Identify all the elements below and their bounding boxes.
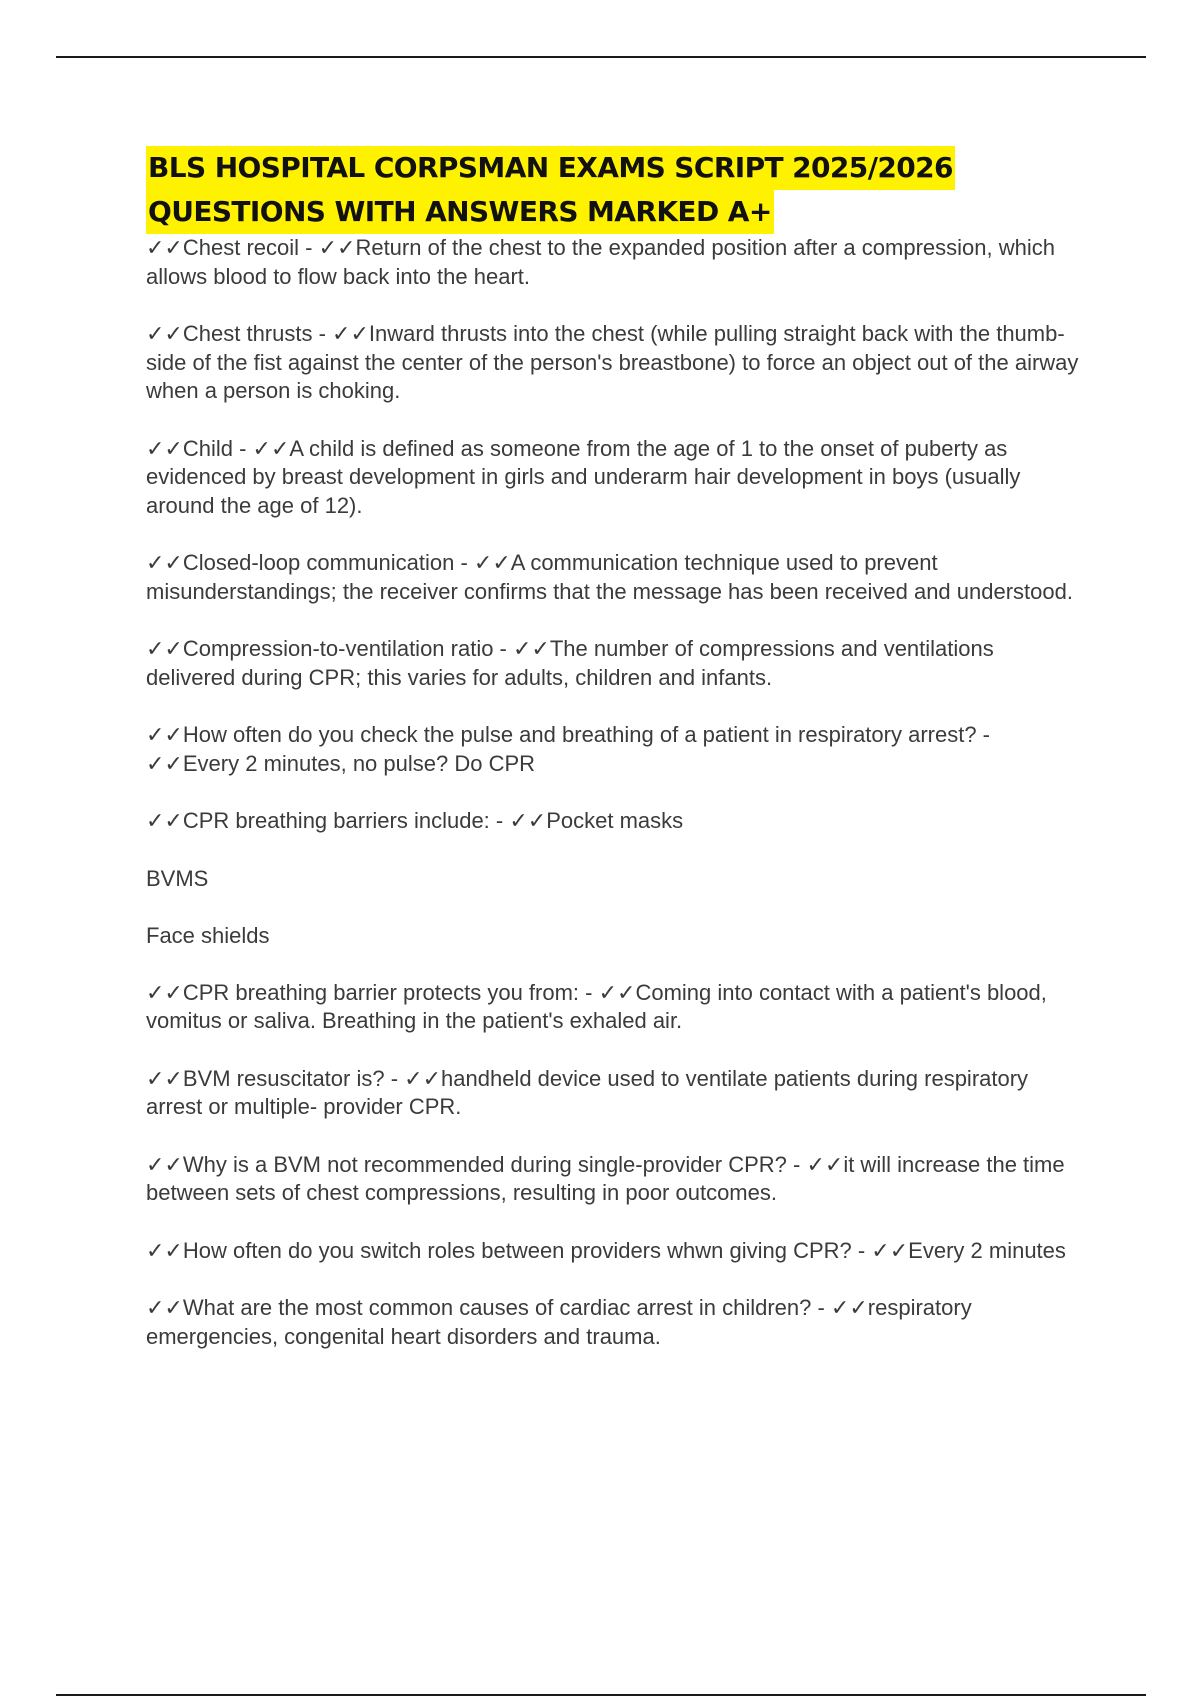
qa-entry-breathing-barriers: ✓✓CPR breathing barriers include: - ✓✓Pocket masks bbox=[146, 808, 684, 833]
title-line-2: QUESTIONS WITH ANSWERS MARKED A+ bbox=[146, 190, 774, 234]
qa-entry-cardiac-arrest-children: ✓✓What are the most common causes of cardiac arrest in children? - ✓✓respiratory emergencies, congenital heart disorders and trauma. bbox=[146, 1295, 972, 1349]
qa-entry-bvm-single-provider: ✓✓Why is a BVM not recommended during single-provider CPR? - ✓✓it will increase the time between sets of chest compressions, resulting in poor outcomes. bbox=[146, 1151, 1065, 1205]
qa-list bbox=[146, 234, 1086, 1351]
bottom-rule bbox=[56, 1694, 1146, 1696]
qa-entry-child: ✓✓Child - ✓✓A child is defined as someone from the age of 1 to the onset of puberty as evidenced by breast development in girls and underarm hair development in boys (usually around the age of 12). bbox=[146, 435, 1021, 518]
title-line-1: BLS HOSPITAL CORPSMAN EXAMS SCRIPT 2025/2026 bbox=[146, 146, 955, 190]
document-title bbox=[146, 146, 1086, 234]
qa-entry-bvm-resuscitator: ✓✓BVM resuscitator is? - ✓✓handheld device used to ventilate patients during respiratory arrest or multiple- provider CPR. bbox=[146, 1065, 1029, 1119]
qa-entry-barrier-protection: ✓✓CPR breathing barrier protects you from: - ✓✓Coming into contact with a patient's blood, vomitus or saliva. Breathing in the patient's exhaled air. bbox=[146, 979, 1047, 1033]
qa-entry-chest-thrusts: ✓✓Chest thrusts - ✓✓Inward thrusts into the chest (while pulling straight back with the thumb-side of the fist against the center of the person's breastbone) to force an object out of the airway when a person is choking. bbox=[146, 321, 1079, 403]
list-item-bvms: BVMS bbox=[146, 865, 209, 891]
qa-entry-pulse-check: ✓✓How often do you check the pulse and breathing of a patient in respiratory arrest? - ✓✓Every 2 minutes, no pulse? Do CPR bbox=[146, 722, 991, 776]
document-body bbox=[146, 146, 1086, 1380]
qa-entry-chest-recoil: ✓✓Chest recoil - ✓✓Return of the chest to the expanded position after a compression, which allows blood to flow back into the heart. bbox=[146, 235, 1055, 289]
qa-entry-closed-loop: ✓✓Closed-loop communication - ✓✓A communication technique used to prevent misunderstandings; the receiver confirms that the message has been received and understood. bbox=[146, 550, 1073, 604]
list-item-face-shields: Face shields bbox=[146, 922, 270, 948]
qa-entry-ratio: ✓✓Compression-to-ventilation ratio - ✓✓The number of compressions and ventilations delivered during CPR; this varies for adults, children and infants. bbox=[146, 636, 994, 690]
top-rule bbox=[56, 56, 1146, 58]
qa-entry-switch-roles: ✓✓How often do you switch roles between providers whwn giving CPR? - ✓✓Every 2 minutes bbox=[146, 1237, 1066, 1263]
